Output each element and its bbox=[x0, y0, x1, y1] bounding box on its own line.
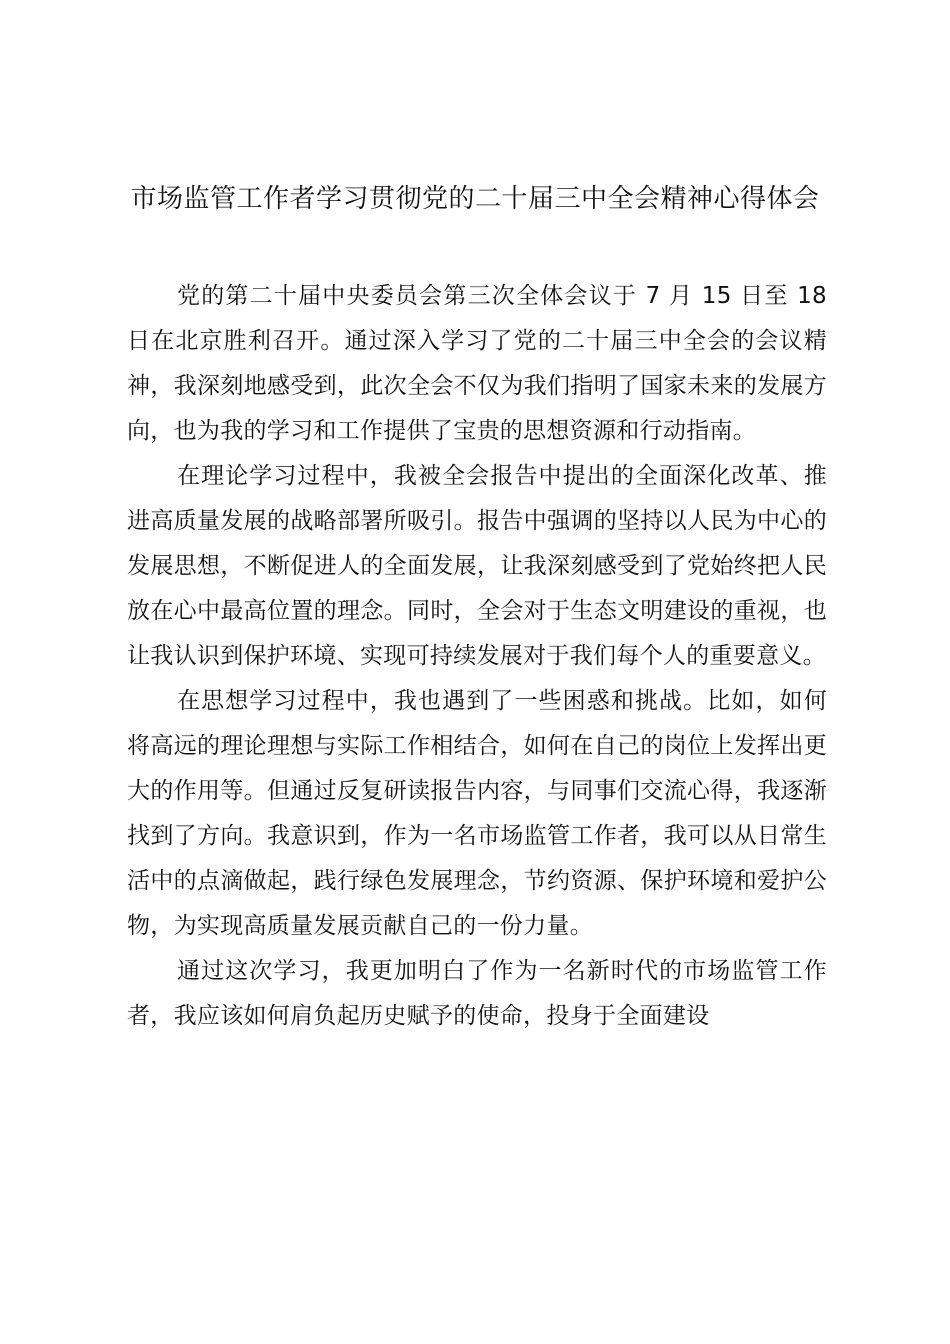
paragraph-1: 党的第二十届中央委员会第三次全体会议于 7 月 15 日至 18 日在北京胜利召开。通过深入学习了党的二十届三中全会的会议精神，我深刻地感受到，此次全会不仅为我们指明了国家未来的发展方向，也为我的学习和工作提供了宝贵的思想资源和行动指南。 bbox=[127, 283, 827, 444]
document-title: 市场监管工作者学习贯彻党的二十届三中全会精神心得体会 bbox=[130, 184, 820, 214]
document-body bbox=[127, 274, 827, 1039]
paragraph-4: 通过这次学习，我更加明白了作为一名新时代的市场监管工作者，我应该如何肩负起历史赋予的使命，投身于全面建设 bbox=[127, 958, 827, 1029]
paragraph-2: 在理论学习过程中，我被全会报告中提出的全面深化改革、推进高质量发展的战略部署所吸引。报告中强调的坚持以人民为中心的发展思想，不断促进人的全面发展，让我深刻感受到了党始终把人民放在心中最高位置的理念。同时，全会对于生态文明建设的重视，也让我认识到保护环境、实现可持续发展对于我们每个人的重要意义。 bbox=[127, 463, 827, 669]
paragraph-3: 在思想学习过程中，我也遇到了一些困惑和挑战。比如，如何将高远的理论理想与实际工作相结合，如何在自己的岗位上发挥出更大的作用等。但通过反复研读报告内容，与同事们交流心得，我逐渐找到了方向。我意识到，作为一名市场监管工作者，我可以从日常生活中的点滴做起，践行绿色发展理念，节约资源、保护环境和爱护公物，为实现高质量发展贡献自己的一份力量。 bbox=[127, 688, 827, 939]
